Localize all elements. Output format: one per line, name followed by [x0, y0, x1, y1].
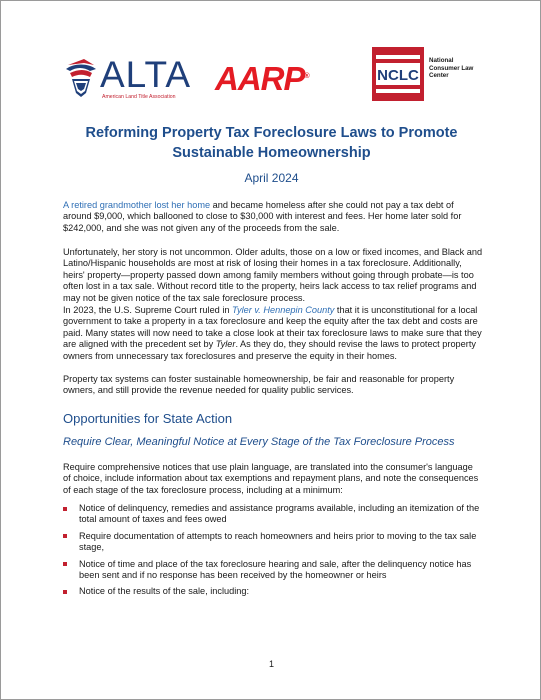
alta-subtitle: American Land Title Association	[102, 94, 176, 100]
aarp-logo	[215, 59, 309, 97]
list-item-text: Notice of the results of the sale, including:	[79, 586, 250, 597]
nclc-logo	[372, 47, 492, 102]
nclc-tagline	[429, 57, 473, 80]
nclc-tagline-line: National	[429, 57, 454, 64]
bullet-square-icon	[63, 534, 67, 538]
alta-eagle-icon	[64, 55, 100, 99]
story-link[interactable]: A retired grandmother lost her home	[63, 200, 211, 210]
subsection-heading: Require Clear, Meaningful Notice at Every Stage of the Tax Foreclosure Process	[63, 436, 455, 448]
paragraph-text: In 2023, the U.S. Supreme Court ruled in	[63, 305, 233, 315]
paragraph-text: . As they do, they should revise the laws to protect property owners from unnecessary tax foreclosures and preserve the equity in their homes.	[63, 339, 476, 361]
paragraph-text: that it is unconstitutional for a local government to take a property in a tax foreclosure and keep the equity after the tax debt and costs are paid. Many states will now need to take a close look at their tax foreclosure laws to make sure that they are aligned with the precedent set by	[63, 305, 482, 350]
list-item	[63, 559, 483, 582]
case-name: Tyler	[215, 339, 236, 350]
paragraph-at-risk: Unfortunately, her story is not uncommon. Older adults, those on a low or fixed incomes, and Black and Latino/Hispanic households are most at risk of losing their homes in a tax foreclosure. Additionally, heirs' property—property passed down among family members without going through probate—is too often lost in a tax sale. Without record title to the property, heirs lack access to tax relief programs and may not be given notice of the tax sale foreclosure process.	[63, 247, 483, 303]
section-heading: Opportunities for State Action	[63, 411, 233, 426]
bullet-square-icon	[63, 507, 67, 511]
paragraph-notice-intro: Require comprehensive notices that use plain language, are translated into the consumer's language of choice, include information about tax exemptions and repayment plans, and note the consequences of each stage of the tax foreclosure process, including at a minimum:	[63, 462, 479, 495]
document-title-line: Sustainable Homeownership	[172, 145, 371, 161]
paragraph-text: and became homeless after she could not pay a tax debt of around $9,000, which ballooned to close to $30,000 with interest and fees. Her home later sold for $242,000, and she was not given any of the proceeds from the sale.	[63, 200, 462, 233]
nclc-tagline-line: Center	[429, 72, 449, 79]
document-date: April 2024	[244, 171, 299, 185]
nclc-wordmark: NCLC	[377, 67, 419, 84]
list-item-text: Require documentation of attempts to reach homeowners and heirs prior to moving to the tax sale stage,	[79, 530, 477, 553]
alta-logo	[64, 55, 204, 105]
page-number: 1	[268, 659, 274, 669]
paragraph-property-tax: Property tax systems can foster sustainable homeownership, be fair and reasonable for property owners, and still provide the revenue needed for quality public services.	[63, 374, 455, 396]
aarp-wordmark: AARP	[215, 60, 305, 97]
list-item	[63, 531, 483, 554]
alta-wordmark: ALTA	[100, 54, 192, 95]
list-item	[63, 586, 483, 597]
list-item	[63, 503, 483, 526]
document-title	[41, 123, 502, 163]
nclc-emblem-icon	[372, 47, 424, 101]
nclc-tagline-line: Consumer Law	[429, 64, 474, 72]
notice-bullet-list	[63, 503, 483, 603]
paragraph-story	[63, 200, 483, 234]
tyler-case-link[interactable]: Tyler v. Hennepin County	[232, 305, 335, 315]
list-item-text: Notice of delinquency, remedies and assistance programs available, including an itemization of the total amount of taxes and fees owed	[79, 503, 480, 525]
aarp-registered-mark: ®	[304, 73, 309, 80]
logo-bar	[1, 45, 541, 105]
document-title-line: Reforming Property Tax Foreclosure Laws to Promote	[85, 125, 458, 141]
list-item-text: Notice of time and place of the tax foreclosure hearing and sale, after the delinquency notice has been sent and if no response has been received by the homeowner or heirs	[79, 558, 472, 581]
paragraph-tyler-ruling	[63, 305, 483, 362]
bullet-square-icon	[63, 590, 67, 594]
bullet-square-icon	[63, 562, 67, 566]
